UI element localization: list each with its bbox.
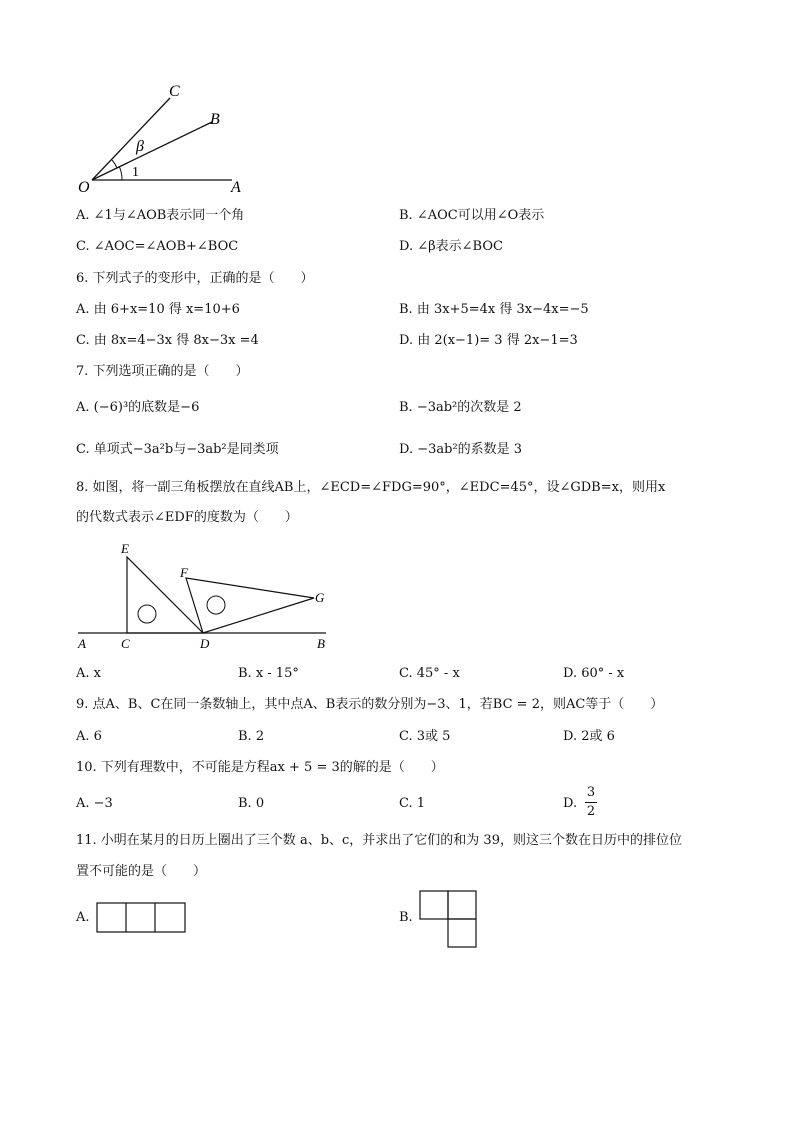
q8-option-a[interactable]: A. x [76, 666, 101, 681]
q11-option-a[interactable]: A. [76, 910, 90, 925]
q11-stem-line2: 置不可能的是（ ） [76, 864, 207, 879]
fraction-numerator: 3 [586, 785, 596, 800]
label-C: C [121, 636, 130, 651]
q7-option-d[interactable]: D. −3ab²的系数是 3 [399, 442, 523, 457]
label-A: A [78, 636, 86, 651]
label-D: D [200, 636, 210, 651]
label-1: 1 [132, 165, 139, 180]
label-beta: β [136, 138, 144, 155]
label-B: B [210, 111, 220, 128]
q9-option-d[interactable]: D. 2或 6 [563, 729, 615, 744]
q9-option-b[interactable]: B. 2 [238, 729, 265, 744]
q7-option-c[interactable]: C. 单项式−3a²b与−3ab²是同类项 [76, 442, 279, 457]
q5-option-a[interactable]: A. ∠1与∠AOB表示同一个角 [76, 208, 245, 223]
q6-option-c[interactable]: C. 由 8x=4−3x 得 8x−3x =4 [76, 333, 259, 348]
q6-option-b[interactable]: B. 由 3x+5=4x 得 3x−4x=−5 [399, 302, 589, 317]
q6-option-a[interactable]: A. 由 6+x=10 得 x=10+6 [76, 302, 240, 317]
triangle-boards-figure [74, 538, 334, 656]
calendar-grid-a [96, 902, 188, 934]
q11-stem-line1: 11. 小明在某月的日历上圈出了三个数 a、b、c，并求出了它们的和为 39，则这三个数在日历中的排位位 [76, 833, 682, 848]
label-B: B [317, 636, 325, 651]
q8-option-b[interactable]: B. x - 15° [238, 666, 299, 681]
label-G: G [315, 590, 325, 605]
q9-stem: 9. 点A、B、C在同一条数轴上，其中点A、B表示的数分别为−3、1，若BC = 2，则AC等于（ ） [76, 697, 664, 712]
q9-option-a[interactable]: A. 6 [76, 729, 102, 744]
q5-option-c[interactable]: C. ∠AOC=∠AOB+∠BOC [76, 239, 239, 254]
label-O: O [78, 179, 90, 196]
q8-stem-line1: 8. 如图，将一副三角板摆放在直线AB上，∠ECD=∠FDG=90°，∠EDC=45°，设∠GDB=x，则用x [76, 480, 666, 495]
q10-option-d[interactable] [563, 786, 603, 822]
q11-option-b[interactable]: B. [399, 910, 413, 925]
q9-option-c[interactable]: C. 3或 5 [399, 729, 451, 744]
q10-option-b[interactable]: B. 0 [238, 796, 265, 811]
q8-option-d[interactable]: D. 60° - x [563, 666, 625, 681]
q8-stem-line2: 的代数式表示∠EDF的度数为（ ） [76, 510, 298, 525]
q5-option-d[interactable]: D. ∠β表示∠BOC [399, 239, 503, 254]
q6-option-d[interactable]: D. 由 2(x−1)= 3 得 2x−1=3 [399, 333, 578, 348]
q10-option-c[interactable]: C. 1 [399, 796, 426, 811]
angle-figure [70, 78, 260, 198]
q8-option-c[interactable]: C. 45° - x [399, 666, 460, 681]
label-F: F [180, 565, 188, 580]
label-A: A [231, 179, 241, 196]
q10-stem: 10. 下列有理数中，不可能是方程ax + 5 = 3的解的是（ ） [76, 760, 444, 775]
q7-option-b[interactable]: B. −3ab²的次数是 2 [399, 400, 522, 415]
q10-option-d-label: D. [563, 796, 578, 811]
q10-option-a[interactable]: A. −3 [76, 796, 113, 811]
fraction-bar [585, 802, 597, 803]
q7-stem: 7. 下列选项正确的是（ ） [76, 364, 249, 379]
q6-stem: 6. 下列式子的变形中，正确的是（ ） [76, 271, 314, 286]
calendar-grid-b [419, 890, 479, 950]
label-C: C [169, 83, 180, 100]
label-E: E [121, 541, 129, 556]
fraction-denominator: 2 [586, 804, 596, 819]
q7-option-a[interactable]: A. (−6)³的底数是−6 [76, 400, 200, 415]
q5-option-b[interactable]: B. ∠AOC可以用∠O表示 [399, 208, 545, 223]
